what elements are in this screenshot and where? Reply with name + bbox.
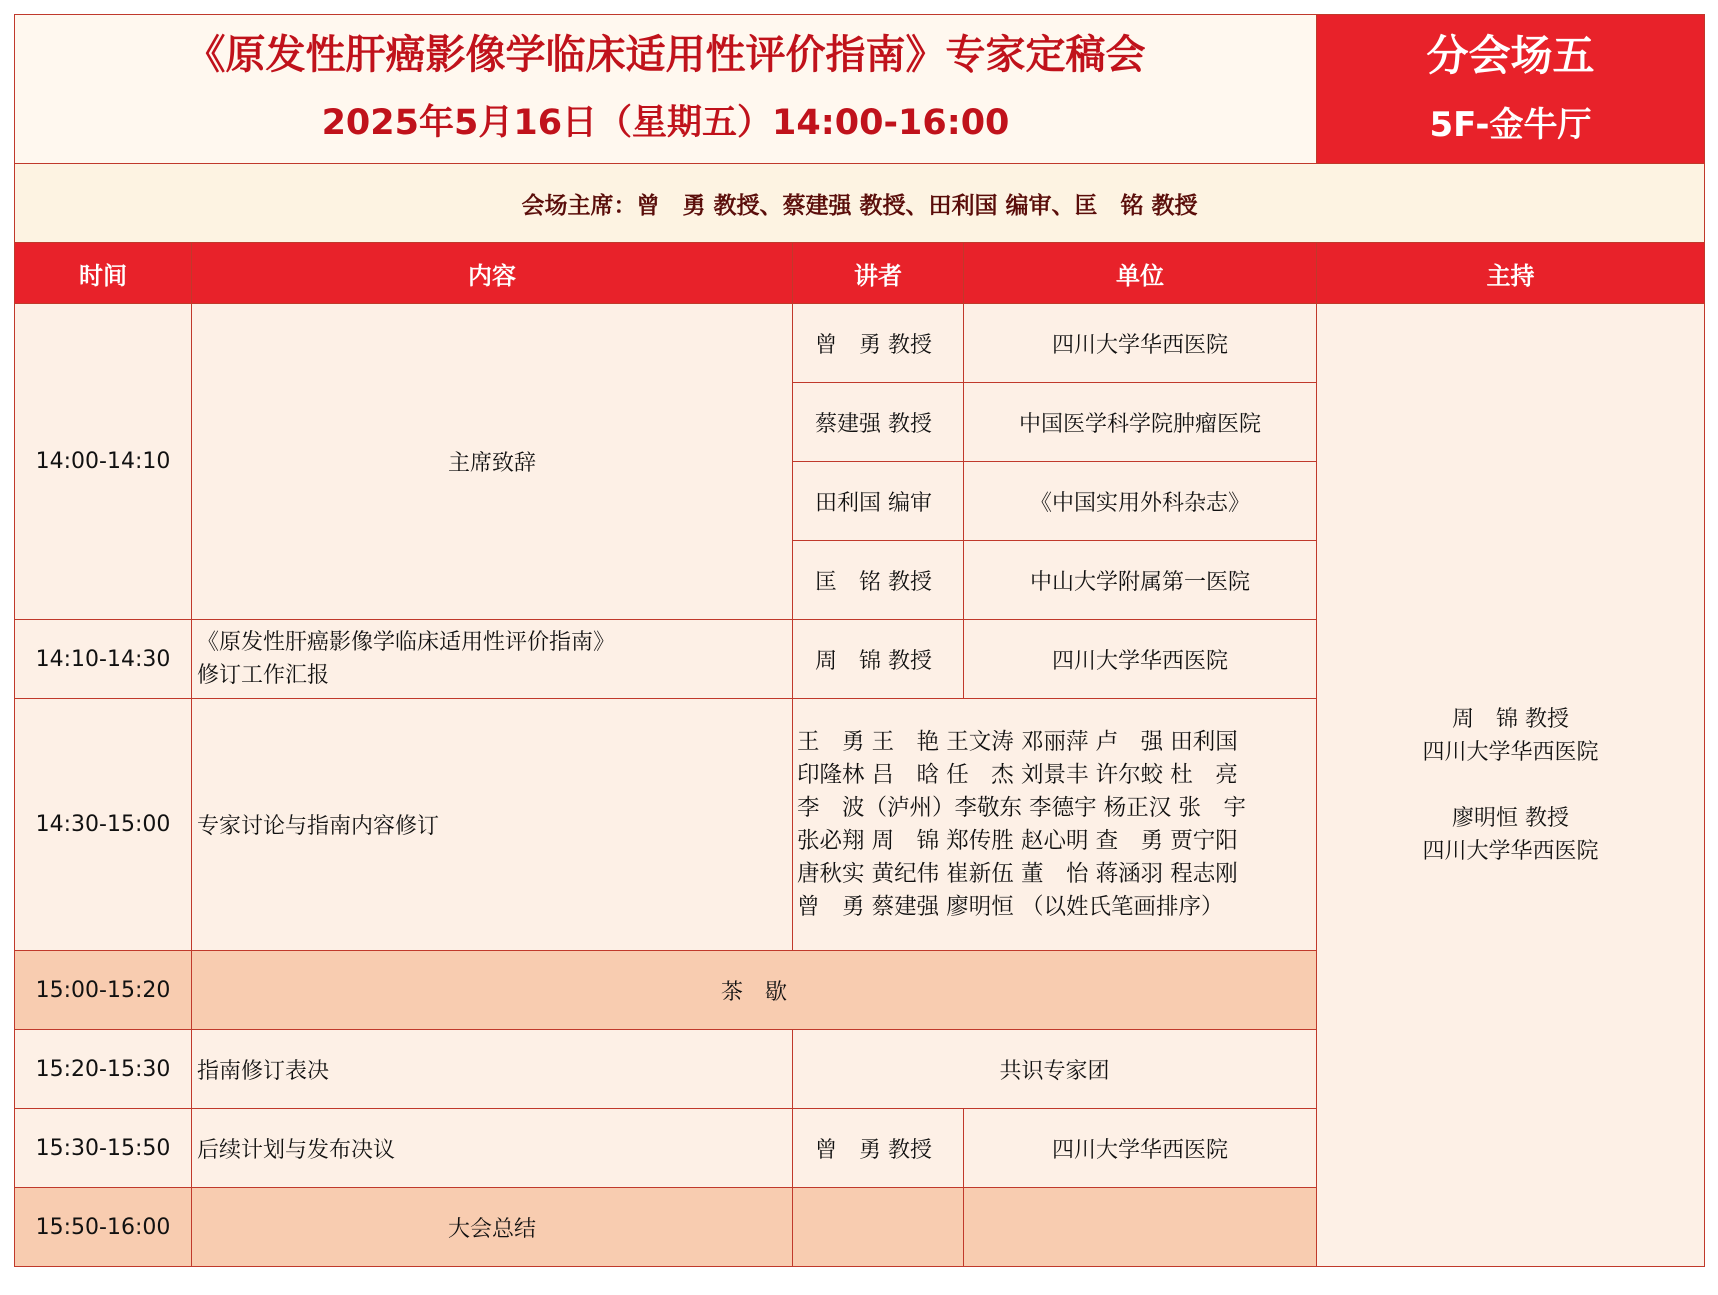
time-cell: 14:30-15:00 [15, 699, 192, 951]
content-cell [192, 620, 793, 699]
content-cell: 大会总结 [192, 1188, 793, 1267]
speaker-cell: 曾 勇 教授 [793, 304, 964, 383]
unit-cell: 四川大学华西医院 [964, 1109, 1317, 1188]
unit-cell: 中国医学科学院肿瘤医院 [964, 383, 1317, 462]
time-cell: 14:00-14:10 [15, 304, 192, 620]
column-header-row [15, 243, 1705, 304]
table-row [15, 304, 1705, 383]
time-cell: 15:00-15:20 [15, 951, 192, 1030]
host-cell [1317, 304, 1705, 1267]
content-line: 修订工作汇报 [197, 663, 330, 688]
header-title-block [15, 15, 1317, 164]
expert-line: 曾 勇 蔡建强 廖明恒 （以姓氏笔画排序） [797, 893, 1224, 920]
host-unit: 四川大学华西医院 [1422, 739, 1599, 765]
expert-line: 唐秋实 黄纪伟 崔新伍 董 怡 蒋涵羽 程志刚 [797, 860, 1238, 887]
expert-line: 李 波（泸州）李敬东 李德宇 杨正汉 张 宇 [797, 794, 1246, 821]
speaker-cell: 曾 勇 教授 [793, 1109, 964, 1188]
speaker-cell: 共识专家团 [793, 1030, 1317, 1109]
unit-cell: 《中国实用外科杂志》 [964, 462, 1317, 541]
time-cell: 15:50-16:00 [15, 1188, 192, 1267]
event-datetime: 2025年5月16日（星期五）14:00-16:00 [321, 103, 1010, 143]
expert-line: 印隆林 吕 晗 任 杰 刘景丰 许尔蛟 杜 亮 [797, 761, 1238, 788]
host-spacer [1317, 769, 1704, 802]
content-cell: 专家讨论与指南内容修订 [192, 699, 793, 951]
host-unit: 四川大学华西医院 [1422, 838, 1599, 864]
expert-line: 王 勇 王 艳 王文涛 邓丽萍 卢 强 田利国 [797, 728, 1238, 755]
time-cell: 15:30-15:50 [15, 1109, 192, 1188]
venue-block [1317, 15, 1705, 164]
time-cell: 15:20-15:30 [15, 1030, 192, 1109]
column-header-content: 内容 [192, 243, 793, 304]
column-header-unit: 单位 [964, 243, 1317, 304]
content-cell: 后续计划与发布决议 [192, 1109, 793, 1188]
page-title: 《原发性肝癌影像学临床适用性评价指南》专家定稿会 [185, 32, 1146, 78]
venue-room: 5F-金牛厅 [1429, 105, 1592, 145]
content-line: 《原发性肝癌影像学临床适用性评价指南》 [197, 630, 616, 655]
host-name: 周 锦 教授 [1452, 706, 1569, 732]
speaker-cell: 田利国 编审 [793, 462, 964, 541]
host-name: 廖明恒 教授 [1452, 805, 1569, 831]
unit-cell: 四川大学华西医院 [964, 620, 1317, 699]
agenda-table [14, 14, 1705, 1267]
session-chairs: 会场主席：曾 勇 教授、蔡建强 教授、田利国 编审、匡 铭 教授 [15, 164, 1705, 243]
content-cell: 茶 歇 [192, 951, 1317, 1030]
chairs-row [15, 164, 1705, 243]
expert-line: 张必翔 周 锦 郑传胜 赵心明 查 勇 贾宁阳 [797, 827, 1238, 854]
expert-list [793, 699, 1317, 951]
speaker-cell: 匡 铭 教授 [793, 541, 964, 620]
speaker-cell [793, 1188, 964, 1267]
time-cell: 14:10-14:30 [15, 620, 192, 699]
column-header-speaker: 讲者 [793, 243, 964, 304]
venue-name: 分会场五 [1426, 31, 1595, 80]
column-header-time: 时间 [15, 243, 192, 304]
agenda-frame [14, 14, 1704, 1267]
unit-cell: 四川大学华西医院 [964, 304, 1317, 383]
speaker-cell: 蔡建强 教授 [793, 383, 964, 462]
content-cell: 指南修订表决 [192, 1030, 793, 1109]
speaker-cell: 周 锦 教授 [793, 620, 964, 699]
unit-cell [964, 1188, 1317, 1267]
header-row [15, 15, 1705, 164]
content-cell: 主席致辞 [192, 304, 793, 620]
unit-cell: 中山大学附属第一医院 [964, 541, 1317, 620]
column-header-host: 主持 [1317, 243, 1705, 304]
